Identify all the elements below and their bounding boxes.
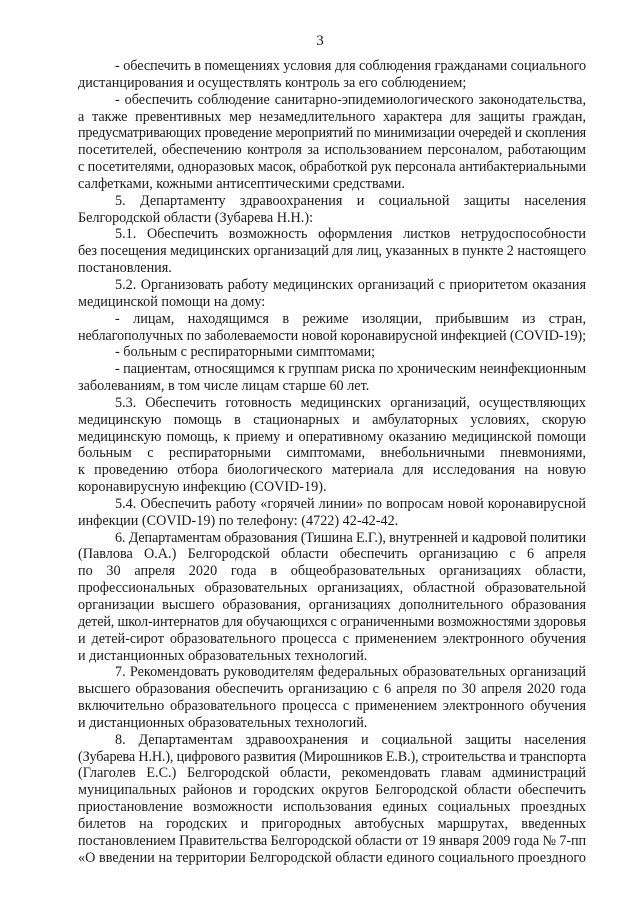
text-line: медицинскую помощь, к приему и оперативному оказанию медицинской помощи <box>78 428 586 445</box>
text-line: «О введении на территории Белгородской области единого социального проездного <box>78 849 586 866</box>
text-line: и дистанционных образовательных технологий. <box>78 714 368 731</box>
text-line: медицинскую помощь в стационарных и амбулаторных условиях, скорую <box>78 411 586 428</box>
text-line: 5.1. Обеспечить возможность оформления листков нетрудоспособности <box>115 226 586 243</box>
text-line: посетителей, обеспечению контроля за использованием персоналом, работающим <box>78 142 586 159</box>
text-line: 8. Департаментам здравоохранения и социальной защиты населения <box>115 731 586 748</box>
text-line: 5.2. Организовать работу медицинских организаций с приоритетом оказания <box>115 276 586 293</box>
text-line: билетов на городских и пригородных автобусных маршрутах, введенных <box>78 815 586 832</box>
text-line: дистанцирования и осуществлять контроль за его соблюдением; <box>78 74 467 91</box>
text-line: и дистанционных образовательных технологий. <box>78 647 368 664</box>
text-line: профессиональных образовательных организациях, областной образовательной <box>78 580 586 597</box>
text-line: муниципальных районов и городских округов Белгородской области обеспечить <box>78 782 586 799</box>
text-line: инфекции (COVID-19) по телефону: (4722) 42-42-42. <box>78 512 399 529</box>
text-line: детей, школ-интернатов для обучающихся с ограниченными возможностями здоровья <box>78 613 586 630</box>
text-line: постановления. <box>78 260 172 277</box>
text-line: с посетителями, одноразовых масок, обработкой рук персонала антибактериальными <box>78 159 586 176</box>
text-line: 6. Департаментам образования (Тишина Е.Г.), внутренней и кадровой политики <box>115 529 586 546</box>
text-line: (Глаголев Е.С.) Белгородской области, рекомендовать главам администраций <box>78 765 586 782</box>
text-line: 5. Департаменту здравоохранения и социальной защиты населения <box>115 192 586 209</box>
text-line: предусматривающих проведение мероприятий по минимизации очередей и скопления <box>78 125 586 142</box>
text-line: медицинской помощи на дому: <box>78 293 266 310</box>
text-line: - больным с респираторными симптомами; <box>115 344 376 361</box>
text-line: 5.4. Обеспечить работу «горячей линии» по вопросам новой коронавирусной <box>115 495 586 512</box>
text-line: высшего образования обеспечить организацию с 6 апреля по 30 апреля 2020 года <box>78 681 586 698</box>
text-line: организации высшего образования, организациях дополнительного образования <box>78 597 586 613</box>
text-line: к проведению отбора биологического материала для исследования на новую <box>78 462 586 479</box>
text-line: - лицам, находящимся в режиме изоляции, прибывшим из стран, <box>115 310 586 327</box>
text-line: а также превентивных мер незамедлительного характера для защиты граждан, <box>78 108 586 125</box>
text-line: заболеваниям, в том числе лицам старше 60 лет. <box>78 378 370 395</box>
text-line: - обеспечить в помещениях условия для соблюдения гражданами социального <box>115 58 586 74</box>
text-line: - пациентам, относящимся к группам риска по хроническим неинфекционным <box>115 361 586 378</box>
text-line: больным с респираторными симптомами, внебольничными пневмониями, <box>78 445 586 462</box>
text-line: (Зубарева Н.Н.), цифрового развития (Мирошников Е.В.), строительства и транспорта <box>78 748 586 765</box>
text-line: без посещения медицинских организаций для лиц, указанных в пункте 2 настоящего <box>78 243 586 260</box>
text-line: 7. Рекомендовать руководителям федеральных образовательных организаций <box>115 664 586 681</box>
text-line: включительно образовательного процесса с применением электронного обучения <box>78 698 586 715</box>
text-line: салфетками, кожными антисептическими средствами. <box>78 175 405 192</box>
document-body <box>78 58 586 867</box>
text-line: Белгородской области (Зубарева Н.Н.): <box>78 209 314 226</box>
text-line: по 30 апреля 2020 года в общеобразовательных организациях области, <box>78 563 586 580</box>
page-number: 3 <box>316 33 324 49</box>
text-line: приостановление возможности использования единых социальных проездных <box>78 799 586 816</box>
text-line: - обеспечить соблюдение санитарно-эпидемиологического законодательства, <box>115 91 586 108</box>
text-line: 5.3. Обеспечить готовность медицинских организаций, осуществляющих <box>115 394 586 411</box>
text-line: коронавирусную инфекцию (COVID-19). <box>78 479 327 496</box>
text-line: постановлением Правительства Белгородской области от 19 января 2009 года № 7-пп <box>78 832 586 849</box>
text-line: и детей-сирот образовательного процесса с применением электронного обучения <box>78 630 586 647</box>
text-line: неблагополучных по заболеваемости новой коронавирусной инфекцией (COVID-19); <box>78 327 586 344</box>
text-line: (Павлова О.А.) Белгородской области обеспечить организацию с 6 апреля <box>78 546 586 563</box>
